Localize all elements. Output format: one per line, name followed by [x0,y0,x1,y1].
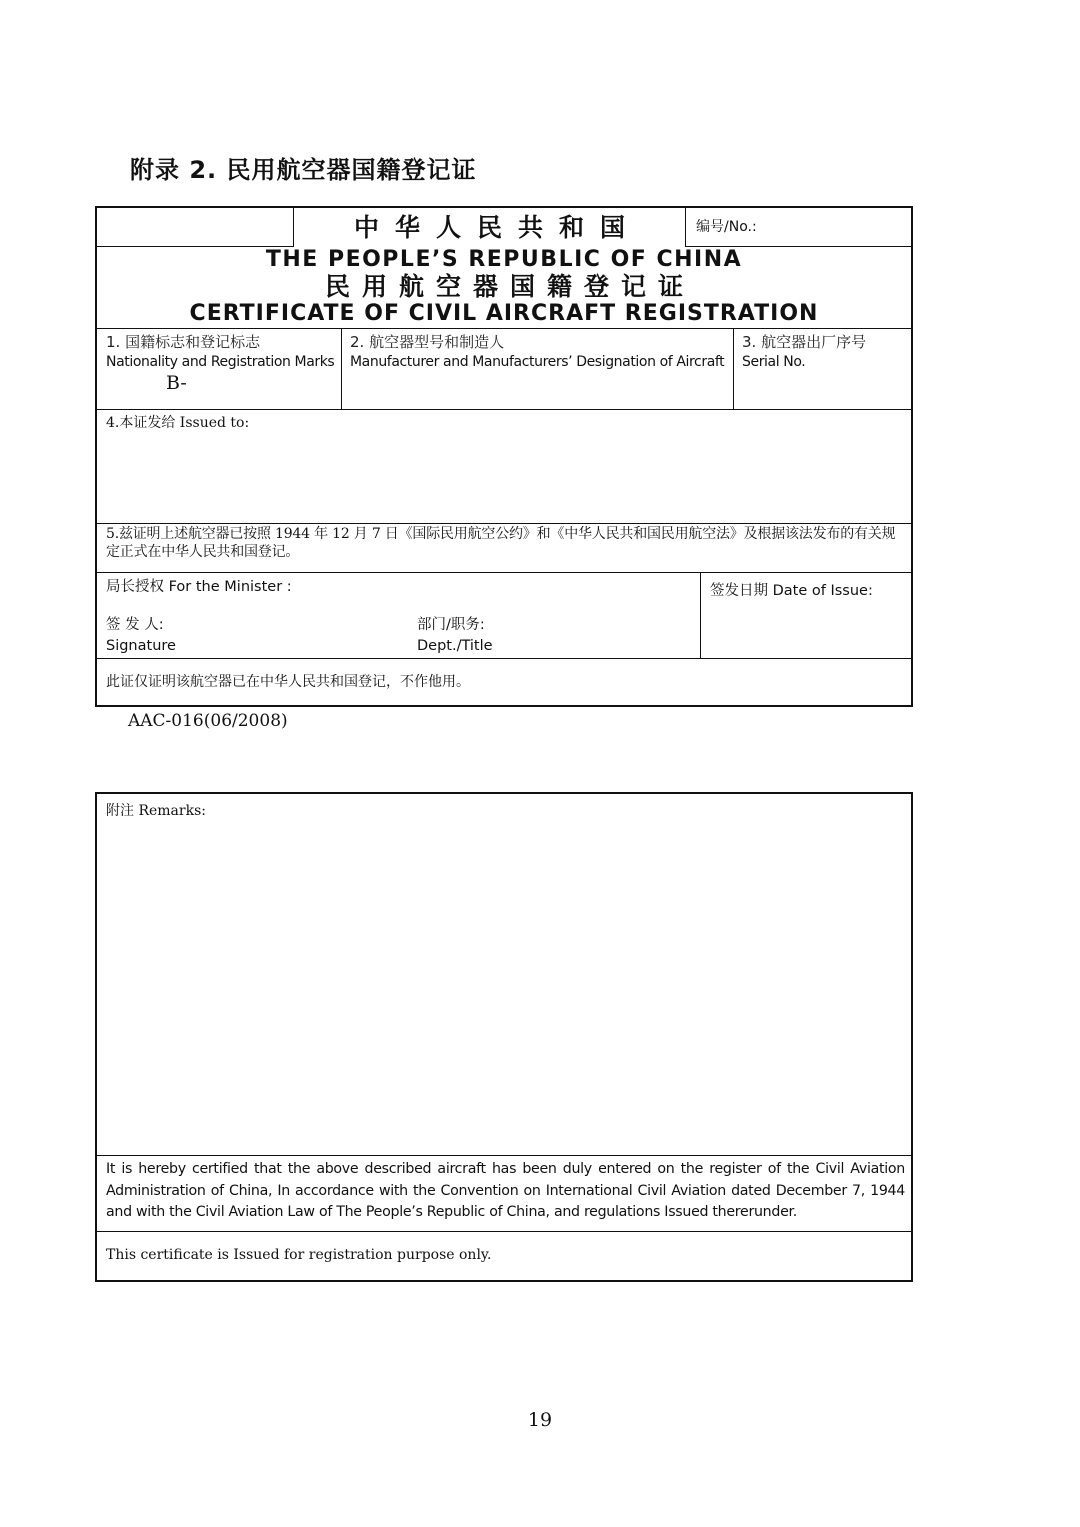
registration-only-note-en: This certificate is Issued for registration purpose only. [106,1247,492,1263]
date-issue-label: 签发日期 Date of Issue: [710,583,873,599]
title-certificate-chinese: 民用航空器国籍登记证 [324,272,695,301]
field-manufacturer [342,329,734,410]
title-certificate-english: CERTIFICATE OF CIVIL AIRCRAFT REGISTRATION [189,301,819,326]
signature-block [106,615,176,657]
dept-title-block [417,615,493,657]
appendix-title: 附录 2. 民用航空器国籍登记证 [130,156,477,184]
field3-label-cn: 3. 航空器出厂序号 [742,333,867,351]
signature-label-cn: 签 发 人: [106,617,164,633]
field-serial-number [734,329,911,410]
minister-label: 局长授权 For the Minister : [106,579,292,595]
certification-statement-en: It is hereby certified that the above described aircraft has been duly entered on the register of the Civil Aviation Administration of China, In accordance with the Convention on International Civil Aviation dated December 7, 1944 and with the Civil Aviation Law of The People’s Republic of China, and regulations Issued thererunder. [97,1156,911,1232]
header-prc-chinese: 中华人民共和国 [353,213,641,242]
certificate-back [95,792,913,1282]
remarks-field [97,794,911,1156]
registration-mark-value: B- [166,372,187,394]
field1-label-cn: 1. 国籍标志和登记标志 [106,333,261,351]
registration-only-note-cn: 此证仅证明该航空器已在中华人民共和国登记，不作他用。 [106,674,470,690]
dept-label-en: Dept./Title [417,638,493,654]
certificate-title-block [97,247,911,329]
certificate-number-field: 编号/No.: [685,208,911,247]
field-registration-marks [97,329,342,410]
title-prc-english: THE PEOPLE’S REPUBLIC OF CHINA [265,247,743,272]
field-minister-authorization [97,573,701,659]
dept-label-cn: 部门/职务: [417,617,485,633]
field2-label-en: Manufacturer and Manufacturers’ Designation of Aircraft [350,354,725,370]
remarks-label: 附注 Remarks: [106,803,206,819]
page-number: 19 [527,1409,553,1431]
form-code: AAC-016(06/2008) [128,711,288,731]
field-certification-statement: 5.兹证明上述航空器已按照 1944 年 12 月 7 日《国际民用航空公约》和《中华人民共和国民用航空法》及根据该法发布的有关规定正式在中华人民共和国登记。 [97,524,911,573]
field4-label: 4.本证发给 Issued to: [106,415,250,431]
signature-label-en: Signature [106,638,176,654]
field-date-of-issue [701,573,911,659]
field3-label-en: Serial No. [742,354,806,370]
field2-label-cn: 2. 航空器型号和制造人 [350,333,505,351]
certificate-front [95,206,913,707]
field-issued-to [97,410,911,524]
field1-label-en: Nationality and Registration Marks [106,354,335,370]
header-blank-cell [97,208,294,247]
